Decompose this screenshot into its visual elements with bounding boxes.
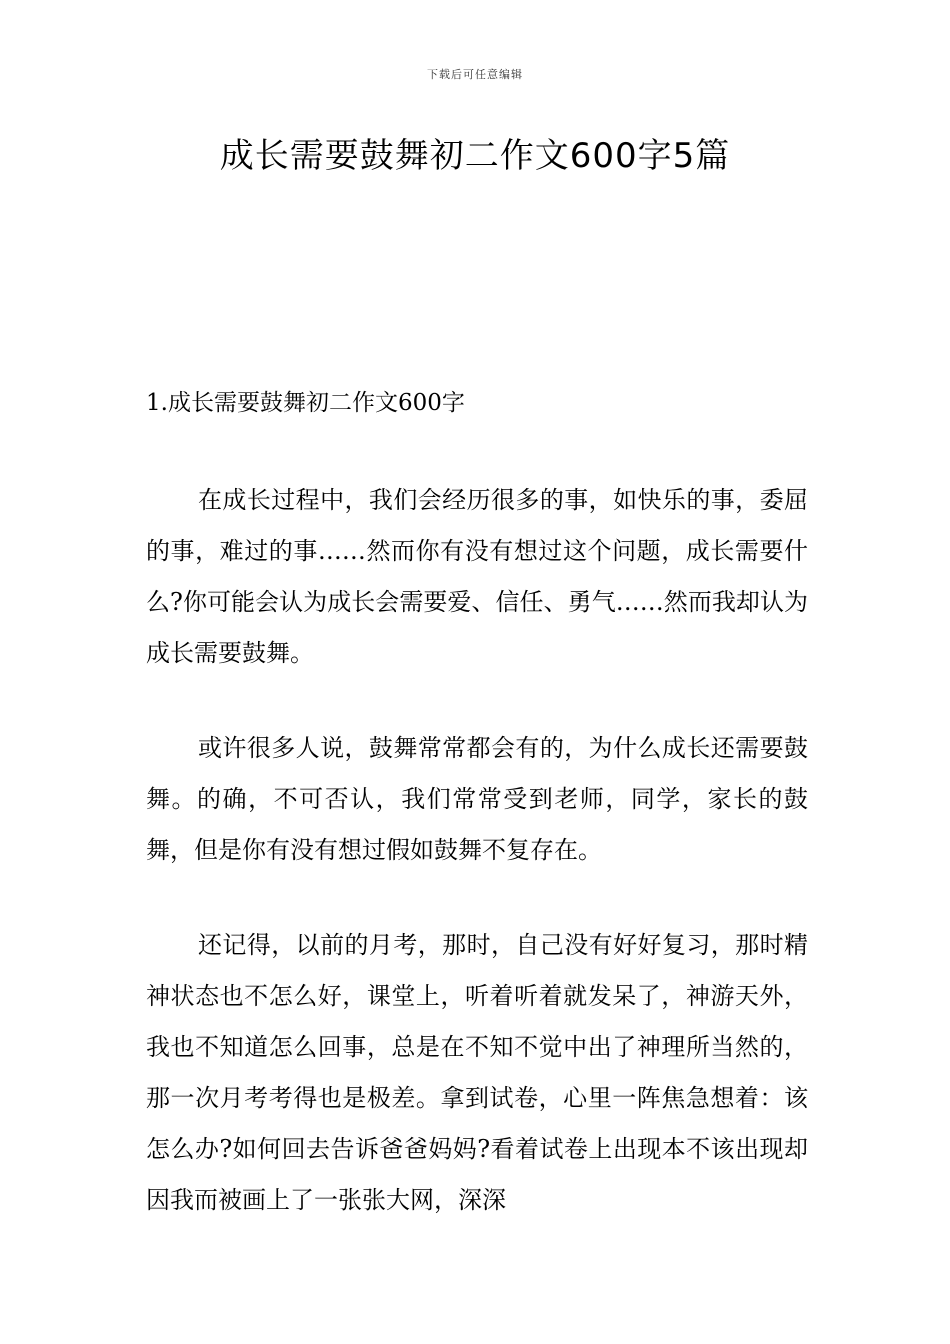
document-title: 成长需要鼓舞初二作文600字5篇	[219, 136, 731, 176]
header-note: 下载后可任意编辑	[427, 68, 523, 81]
body-paragraph: 在成长过程中，我们会经历很多的事，如快乐的事，委屈的事，难过的事……然而你有没有想过这个问题，成长需要什么?你可能会认为成长会需要爱、信任、勇气……然而我却认为成长需要鼓舞。	[146, 486, 808, 667]
section-heading: 1.成长需要鼓舞初二作文600字	[146, 390, 465, 416]
body-paragraph: 或许很多人说，鼓舞常常都会有的，为什么成长还需要鼓舞。的确，不可否认，我们常常受到老师，同学，家长的鼓舞，但是你有没有想过假如鼓舞不复存在。	[146, 734, 808, 864]
body-paragraph: 还记得，以前的月考，那时，自己没有好好复习，那时精神状态也不怎么好，课堂上，听着听着就发呆了，神游天外，我也不知道怎么回事，总是在不知不觉中出了神理所当然的，那一次月考考得也是极差。拿到试卷，心里一阵焦急想着：该怎么办?如何回去告诉爸爸妈妈?看着试卷上出现本不该出现却因我而被画上了一张张大网，深深	[146, 931, 808, 1214]
